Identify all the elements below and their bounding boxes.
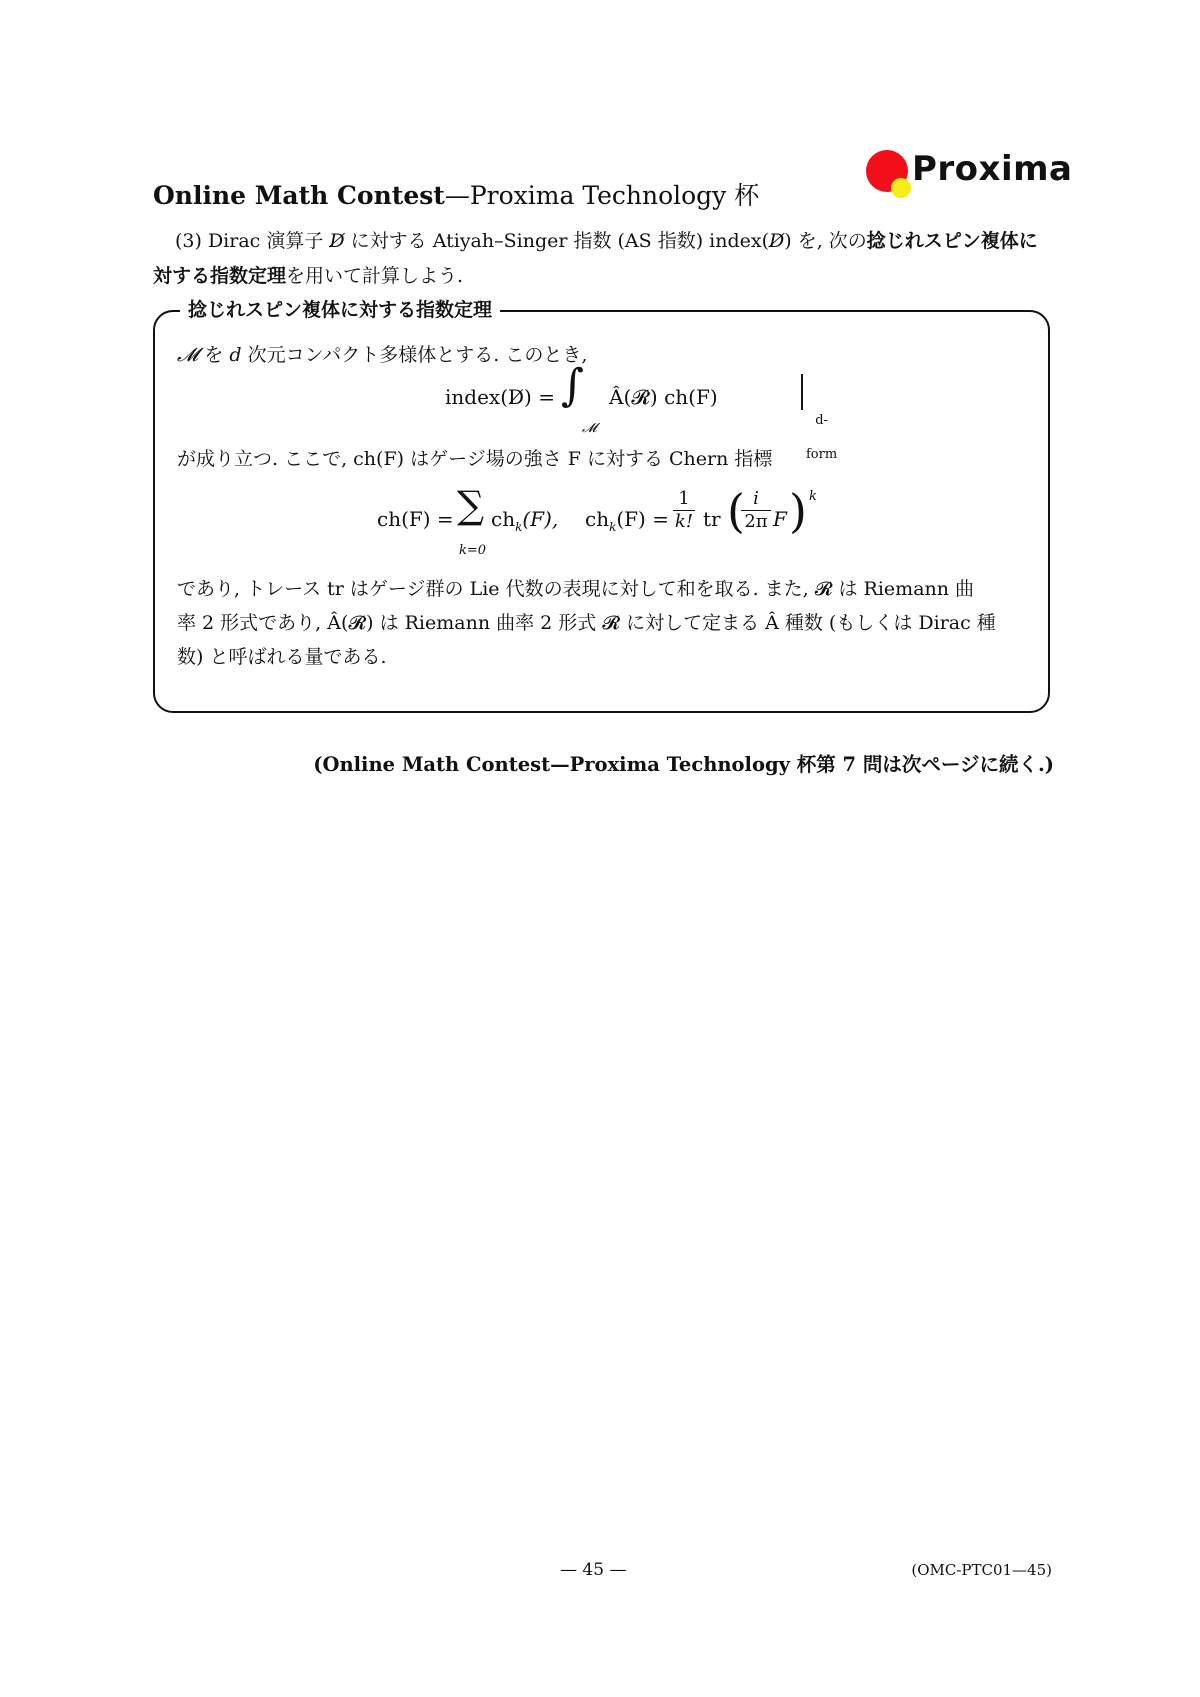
- right-paren: ): [789, 484, 807, 538]
- theorem-line-4: 率 2 形式であり, Â(𝓡) は Riemann 曲率 2 形式 𝓡 に対して定まる Â 種数 (もしくは Dirac 種: [177, 612, 996, 634]
- ch-term-arg: (F),: [522, 507, 559, 531]
- restriction-subscript: d-form: [806, 413, 838, 462]
- theorem-title: 捻じれスピン複体に対する指数定理: [180, 296, 500, 324]
- integral-sign: ∫: [561, 360, 584, 411]
- restriction-bar: [801, 374, 803, 410]
- logo-text: Proxima: [912, 149, 1073, 189]
- intro-text-2: に対する Atiyah–Singer 指数 (AS 指数) index(: [344, 230, 770, 252]
- frac2-num: i: [741, 488, 771, 511]
- frac2-den: 2π: [744, 511, 768, 532]
- sum-sign: ∑: [457, 483, 485, 527]
- manifold-symbol: 𝓜: [177, 344, 199, 366]
- ch-rhs-sub: k: [609, 520, 617, 534]
- dirac-operator-2: D̸: [769, 230, 785, 252]
- title-rest: —Proxima Technology 杯: [444, 181, 760, 210]
- field-strength-F: F: [773, 507, 787, 531]
- trace-symbol: tr: [703, 507, 721, 531]
- intro-bold-term: 捻じれスピン複体に対する指数定理: [153, 230, 1038, 287]
- page-title: [153, 176, 759, 212]
- eq1-lhs: index(D̸) =: [445, 385, 555, 409]
- logo-yellow-circle-icon: [891, 178, 911, 198]
- left-paren: (: [727, 484, 745, 538]
- power-k: k: [809, 489, 817, 504]
- frac1-den: k!: [674, 511, 694, 532]
- ch-term: ch: [491, 507, 516, 531]
- eq2-lhs: ch(F) =: [377, 507, 454, 531]
- theorem-body: [177, 338, 1032, 674]
- page-code: (OMC-PTC01—45): [911, 1561, 1052, 1579]
- frac1-num: 1: [673, 488, 695, 511]
- intro-text-3: ) を, 次の: [784, 230, 867, 252]
- ch-term-sub: k: [515, 520, 523, 534]
- fraction-i-over-2pi: [741, 488, 771, 533]
- integral-subscript: 𝓜: [582, 421, 597, 436]
- page-number: — 45 —: [560, 1560, 627, 1580]
- problem-intro: [153, 224, 1053, 294]
- title-bold: Online Math Contest: [153, 181, 445, 210]
- dimension-d: d: [229, 344, 242, 366]
- ch-rhs: ch: [585, 507, 610, 531]
- line1-pre: を: [204, 344, 230, 366]
- theorem-line-1: [177, 338, 1032, 372]
- fraction-1-over-k-factorial: [673, 488, 695, 533]
- continued-note: (Online Math Contest—Proxima Technology 杯第 7 問は次ページに続く.): [313, 753, 1054, 776]
- intro-text-1: (3) Dirac 演算子: [175, 230, 330, 252]
- theorem-line-3: であり, トレース tr はゲージ群の Lie 代数の表現に対して和を取る. また, 𝓡 は Riemann 曲: [177, 578, 975, 600]
- theorem-line-5: 数) と呼ばれる量である.: [177, 646, 387, 668]
- proxima-logo: [866, 148, 1073, 208]
- sum-subscript: k=0: [459, 543, 487, 558]
- ch-rhs-arg: (F) =: [616, 507, 669, 531]
- intro-text-4: を用いて計算しよう.: [286, 265, 464, 287]
- chern-equation: [177, 476, 1032, 572]
- theorem-line-2: が成り立つ. ここで, ch(F) はゲージ場の強さ F に対する Chern 指標: [177, 448, 773, 470]
- eq1-integrand: Â(𝓡) ch(F): [609, 385, 718, 409]
- theorem-box: [153, 299, 1050, 713]
- dirac-operator: D̸: [329, 230, 345, 252]
- line1-post: 次元コンパクト多様体とする. このとき,: [241, 344, 588, 366]
